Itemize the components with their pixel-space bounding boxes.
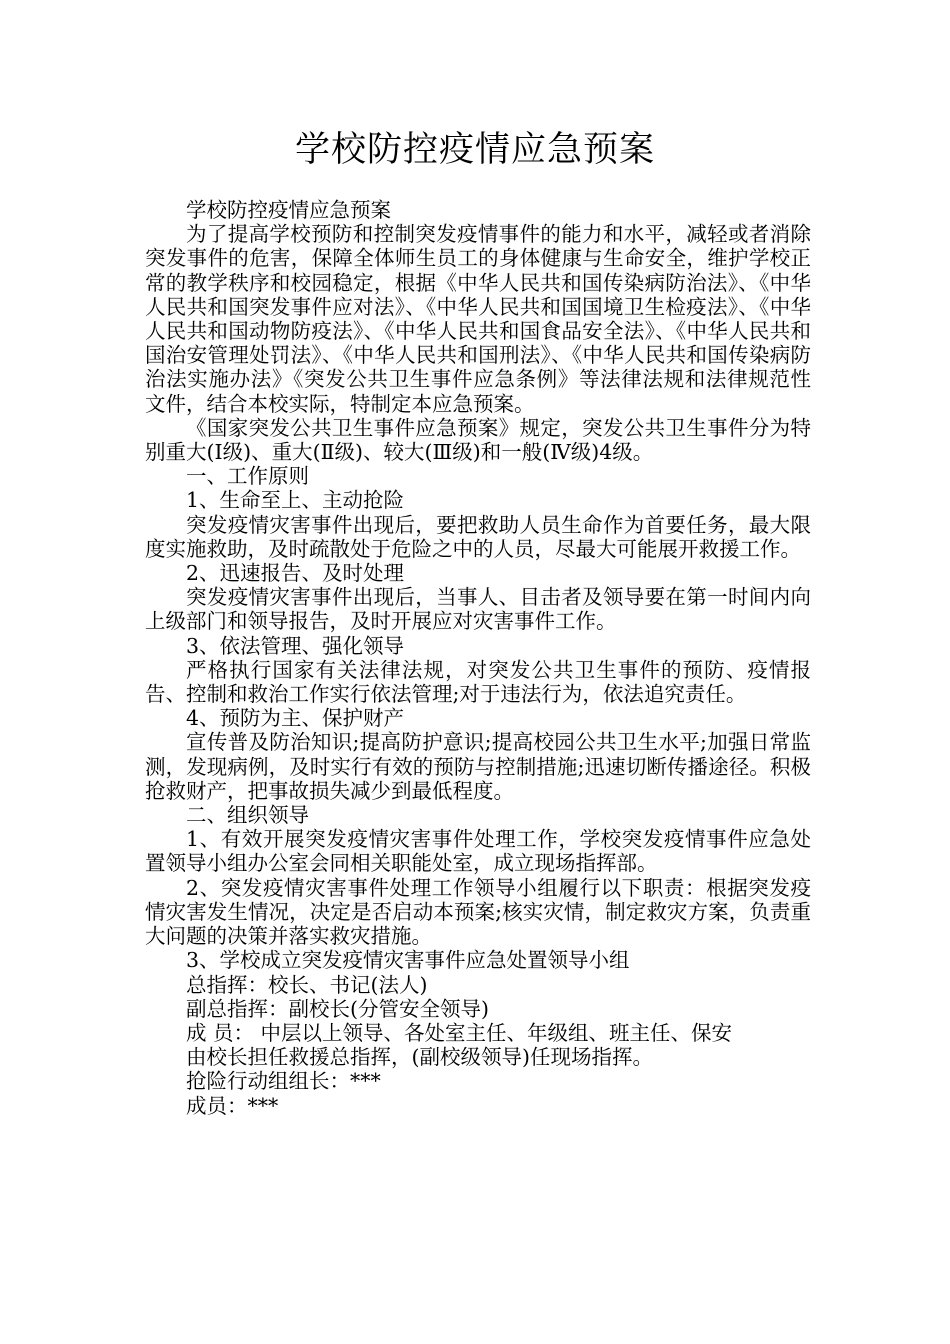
paragraph: 严格执行国家有关法律法规，对突发公共卫生事件的预防、疫情报告、控制和救治工作实行依法管理;对于违法行为，依法追究责任。	[145, 657, 811, 707]
subheading-2: 2、迅速报告、及时处理	[186, 561, 405, 586]
section-heading-principles: 一、工作原则	[186, 464, 309, 489]
subheading-4: 4、预防为主、保护财产	[186, 706, 405, 731]
list-item: 总指挥：校长、书记(法人)	[186, 972, 428, 997]
list-item: 抢险行动组组长：***	[186, 1069, 381, 1094]
paragraph: 突发疫情灾害事件出现后，要把救助人员生命作为首要任务，最大限度实施救助，及时疏散处于危险之中的人员，尽最大可能展开救援工作。	[145, 512, 811, 561]
subheading-1: 1、生命至上、主动抢险	[186, 488, 405, 513]
paragraph: 突发疫情灾害事件出现后，当事人、目击者及领导要在第一时间内向上级部门和领导报告，及时开展应对灾害事件工作。	[145, 585, 811, 634]
paragraph: 宣传普及防治知识;提高防护意识;提高校园公共卫生水平;加强日常监测，发现病例，及时实行有效的预防与控制措施;迅速切断传播途径。积极抢救财产，把事故损失减少到最低程度。	[145, 730, 811, 803]
paragraph: 3、学校成立突发疫情灾害事件应急处置领导小组	[186, 948, 630, 973]
list-item: 成员：***	[186, 1093, 279, 1118]
document-title: 学校防控疫情应急预案	[294, 130, 655, 170]
paragraph-subtitle: 学校防控疫情应急预案	[186, 198, 391, 222]
list-item: 副总指挥：副校长(分管安全领导)	[186, 996, 489, 1021]
paragraph-preamble: 为了提高学校预防和控制突发疫情事件的能力和水平，减轻或者消除突发事件的危害，保障全体师生员工的身体健康与生命安全，维护学校正常的教学秩序和校园稳定，根据《中华人民共和国传染病防治法》、《中华人民共和国突发事件应对法》、《中华人民共和国国境卫生检疫法》、《中华人民共和国动物防疫法》、《中华人民共和国食品安全法》、《中华人民共和国治安管理处罚法》、《中华人民共和国刑法》、《中华人民共和国传染病防治法实施办法》《突发公共卫生事件应急条例》等法律法规和法律规范性文件，结合本校实际，特制定本应急预案。	[145, 222, 811, 416]
paragraph: 2、突发疫情灾害事件处理工作领导小组履行以下职责：根据突发疫情灾害发生情况，决定是否启动本预案;核实灾情，制定救灾方案，负责重大问题的决策并落实救灾措施。	[145, 875, 811, 949]
paragraph-levels: 《国家突发公共卫生事件应急预案》规定，突发公共卫生事件分为特别重大(Ⅰ级)、重大(Ⅱ级)、较大(Ⅲ级)和一般(Ⅳ级)4级。	[145, 415, 811, 465]
list-item: 成 员： 中层以上领导、各处室主任、年级组、班主任、保安	[186, 1020, 733, 1045]
list-item: 由校长担任救援总指挥，(副校级领导)任现场指挥。	[186, 1045, 653, 1070]
section-heading-organization: 二、组织领导	[186, 803, 309, 828]
subheading-3: 3、依法管理、强化领导	[186, 633, 405, 658]
document-body	[145, 198, 811, 1118]
paragraph: 1、有效开展突发疫情灾害事件处理工作，学校突发疫情事件应急处置领导小组办公室会同相关职能处室，成立现场指挥部。	[145, 827, 811, 876]
